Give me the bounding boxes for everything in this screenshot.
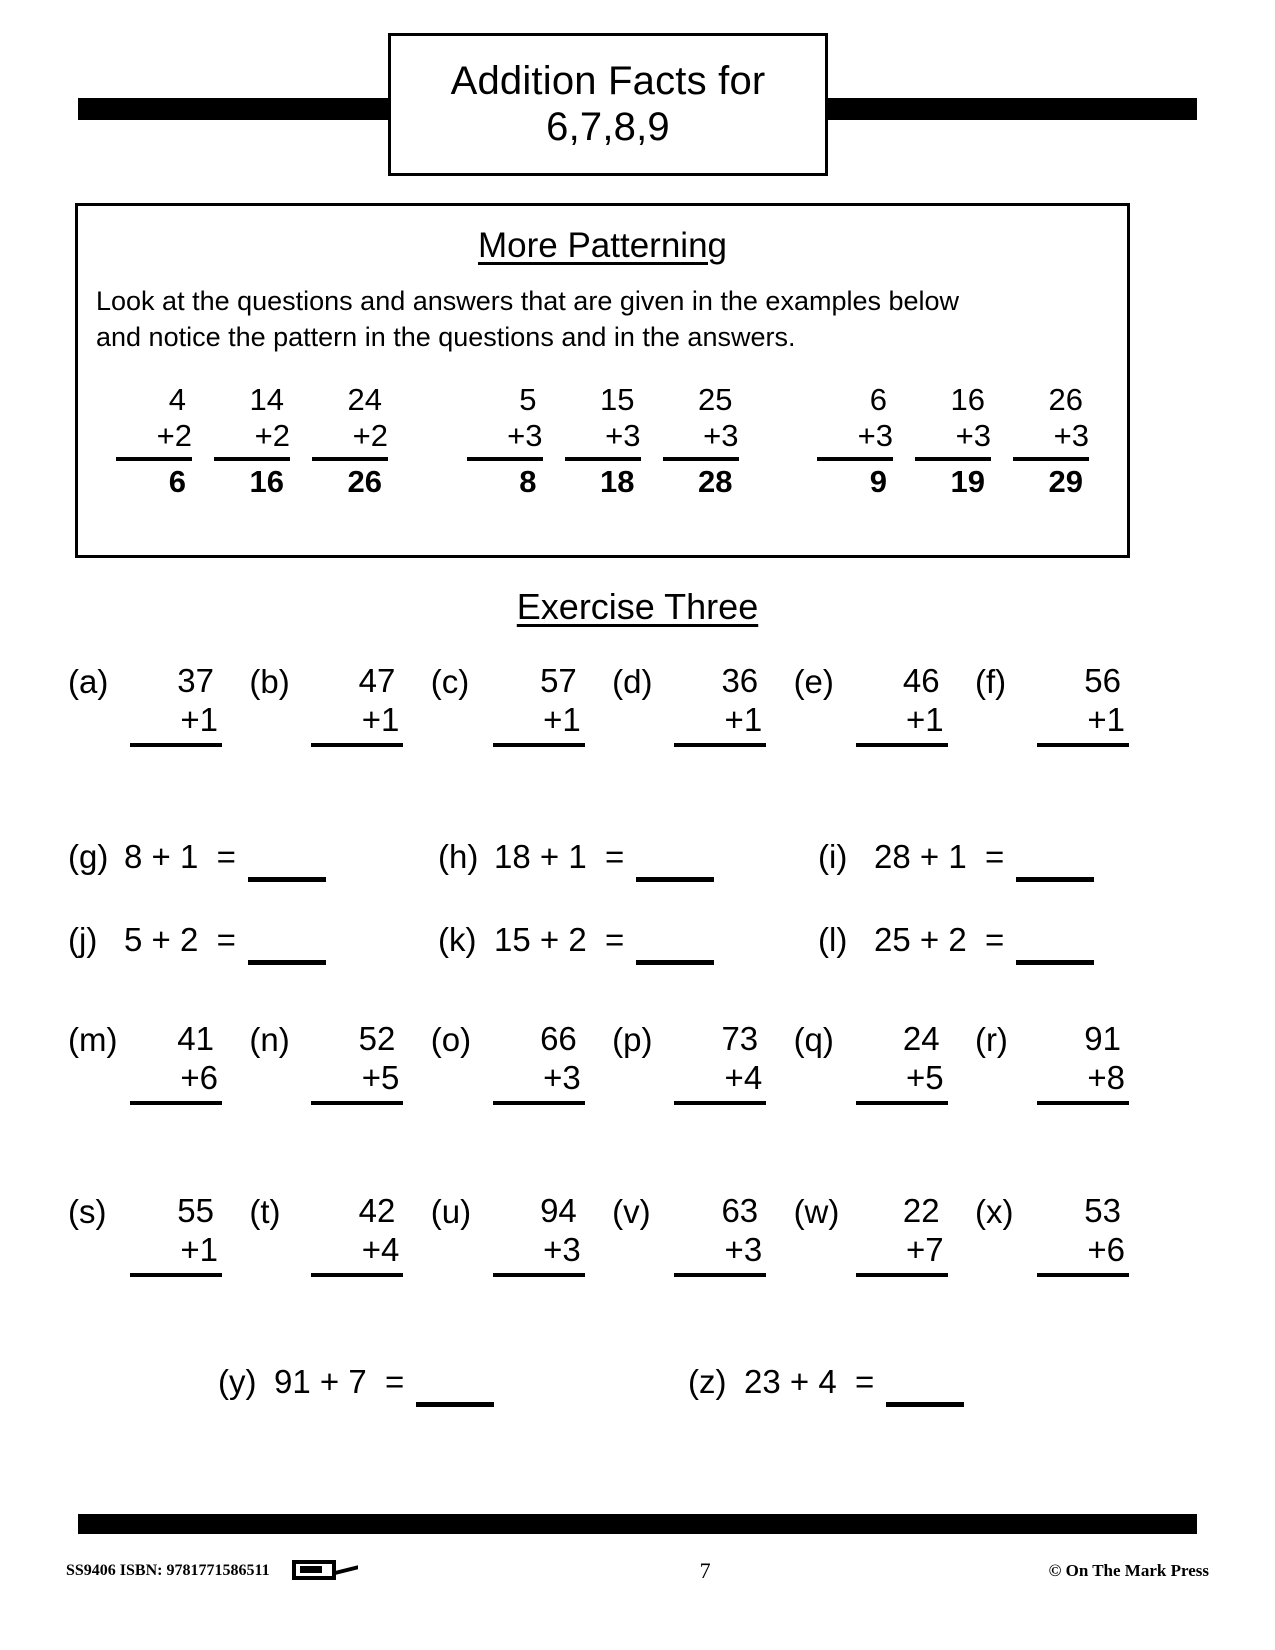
problem-addend: +1	[1087, 700, 1125, 738]
answer-rule[interactable]	[1037, 1273, 1129, 1277]
problem-item[interactable]	[612, 1020, 780, 1105]
example-group-2	[467, 382, 739, 501]
problem-label: (m)	[68, 1021, 118, 1058]
problem-item[interactable]	[794, 662, 962, 747]
problem-equation: 18 + 1 =	[494, 838, 625, 875]
example-problem	[116, 382, 192, 501]
example-addend: +3	[507, 418, 543, 454]
problem-equation: 5 + 2 =	[124, 921, 236, 958]
footer-copyright: © On The Mark Press	[1048, 1561, 1209, 1580]
example-sum: 19	[950, 463, 985, 499]
problem-addend: +7	[905, 1230, 944, 1268]
answer-rule[interactable]	[311, 743, 403, 747]
problem-label: (p)	[612, 1021, 653, 1058]
problem-row-m-r	[68, 1020, 1143, 1105]
problem-addend: +3	[543, 1058, 581, 1096]
problem-stack[interactable]	[130, 662, 222, 747]
problem-label: (v)	[612, 1193, 651, 1230]
problem-stack[interactable]	[1037, 662, 1129, 747]
answer-rule[interactable]	[674, 1273, 766, 1277]
problem-addend: +1	[724, 700, 763, 738]
problem-top-number: 55	[177, 1192, 214, 1229]
problem-addend: +5	[905, 1058, 944, 1096]
example-problem	[915, 382, 991, 501]
problem-item[interactable]	[68, 1192, 236, 1277]
problem-label: (d)	[612, 663, 653, 700]
example-rule	[817, 457, 893, 461]
problem-item[interactable]	[431, 1192, 599, 1277]
example-addend: +2	[352, 418, 388, 454]
problem-item[interactable]	[975, 1192, 1143, 1277]
answer-rule[interactable]	[493, 1273, 585, 1277]
problem-top-number: 63	[721, 1192, 759, 1229]
patterning-title: More Patterning	[477, 226, 728, 265]
problem-item[interactable]	[975, 1020, 1143, 1105]
problem-label: (s)	[68, 1193, 107, 1230]
problem-equation: 23 + 4 =	[744, 1363, 875, 1400]
problem-label: (c)	[430, 663, 470, 700]
example-addend: +3	[605, 418, 641, 454]
example-sum: 6	[168, 463, 186, 499]
problem-stack[interactable]	[856, 1020, 948, 1105]
problem-item[interactable]	[818, 838, 1094, 876]
problem-row-g-i	[68, 838, 1143, 876]
problem-item[interactable]	[612, 662, 780, 747]
problem-stack[interactable]	[311, 662, 403, 747]
example-sum: 28	[698, 463, 733, 499]
problem-top-number: 46	[902, 662, 940, 699]
example-rule	[565, 457, 641, 461]
problem-stack[interactable]	[130, 1192, 222, 1277]
problem-label: (l)	[818, 921, 848, 958]
example-top-number: 26	[1048, 381, 1083, 417]
problem-top-number: 73	[721, 1020, 759, 1057]
problem-addend: +1	[180, 700, 218, 738]
problem-label: (a)	[68, 663, 109, 700]
problem-label: (z)	[688, 1363, 727, 1400]
example-problem	[312, 382, 388, 501]
example-group-1	[116, 382, 388, 501]
problem-top-number: 66	[540, 1020, 577, 1057]
example-sum: 29	[1048, 463, 1083, 499]
example-addend: +3	[703, 418, 739, 454]
problem-label: (n)	[249, 1021, 290, 1058]
answer-rule[interactable]	[1037, 1101, 1129, 1105]
problem-top-number: 37	[177, 662, 214, 699]
example-top-number: 25	[698, 381, 733, 417]
problem-stack[interactable]	[493, 1020, 585, 1105]
problem-row-a-f	[68, 662, 1143, 747]
problem-addend: +1	[361, 700, 400, 738]
problem-row-s-x	[68, 1192, 1143, 1277]
problem-addend: +6	[1087, 1230, 1125, 1268]
problem-row-j-l	[68, 921, 1143, 959]
example-problem	[817, 382, 893, 501]
problem-stack[interactable]	[856, 1192, 948, 1277]
example-addend: +3	[857, 418, 893, 454]
problem-addend: +3	[724, 1230, 763, 1268]
problem-addend: +3	[543, 1230, 581, 1268]
answer-rule[interactable]	[493, 743, 585, 747]
answer-rule[interactable]	[130, 743, 222, 747]
answer-blank[interactable]	[636, 960, 714, 965]
problem-stack[interactable]	[311, 1020, 403, 1105]
problem-stack[interactable]	[674, 662, 766, 747]
problem-label: (f)	[974, 663, 1007, 700]
problem-top-number: 36	[721, 662, 759, 699]
problem-addend: +1	[543, 700, 581, 738]
problem-label: (x)	[974, 1193, 1014, 1230]
footer-rule-bar	[78, 1514, 1197, 1534]
patterning-instructions	[96, 284, 1109, 356]
example-top-number: 15	[600, 381, 635, 417]
answer-rule[interactable]	[130, 1101, 222, 1105]
problem-label: (b)	[249, 663, 290, 700]
example-problem	[467, 382, 543, 501]
answer-blank[interactable]	[248, 877, 326, 882]
problem-stack[interactable]	[493, 662, 585, 747]
problem-item[interactable]	[68, 921, 438, 959]
page-number: 7	[699, 1558, 711, 1583]
footer-product-code: SS9406 ISBN: 9781771586511	[66, 1562, 270, 1579]
worksheet-title-line-2: 6,7,8,9	[546, 104, 670, 149]
patterning-instructions-line-2: and notice the pattern in the questions and in the answers.	[96, 321, 796, 352]
problem-item[interactable]	[688, 1363, 964, 1401]
example-rule	[467, 457, 543, 461]
problem-stack[interactable]	[674, 1020, 766, 1105]
example-sum: 18	[600, 463, 635, 499]
answer-blank[interactable]	[886, 1402, 964, 1407]
example-top-number: 16	[950, 381, 985, 417]
problem-stack[interactable]	[130, 1020, 222, 1105]
example-top-number: 6	[869, 381, 887, 417]
answer-blank[interactable]	[248, 960, 326, 965]
answer-rule[interactable]	[856, 1273, 948, 1277]
problem-item[interactable]	[794, 1020, 962, 1105]
example-addend: +3	[955, 418, 991, 454]
example-rule	[1013, 457, 1089, 461]
problem-item[interactable]	[818, 921, 1094, 959]
example-addend: +2	[156, 418, 192, 454]
problem-top-number: 24	[902, 1020, 940, 1057]
problem-item[interactable]	[249, 1192, 417, 1277]
problem-item[interactable]	[438, 921, 818, 959]
answer-rule[interactable]	[674, 1101, 766, 1105]
problem-addend: +1	[905, 700, 944, 738]
problem-item[interactable]	[431, 662, 599, 747]
problem-top-number: 42	[358, 1192, 396, 1229]
problem-row-y-z	[218, 1363, 1098, 1401]
problem-label: (j)	[68, 921, 98, 958]
example-rule	[116, 457, 192, 461]
problem-equation: 25 + 2 =	[874, 921, 1005, 958]
example-problem	[663, 382, 739, 501]
problem-top-number: 53	[1084, 1192, 1121, 1229]
example-sum: 8	[519, 463, 537, 499]
problem-item[interactable]	[68, 838, 438, 876]
example-top-number: 24	[347, 381, 382, 417]
problem-addend: +4	[724, 1058, 763, 1096]
problem-equation: 15 + 2 =	[494, 921, 625, 958]
answer-rule[interactable]	[311, 1101, 403, 1105]
page-footer	[66, 1551, 1209, 1591]
problem-label: (i)	[818, 838, 848, 875]
example-sum: 16	[249, 463, 284, 499]
problem-stack[interactable]	[1037, 1020, 1129, 1105]
example-top-number: 14	[249, 381, 284, 417]
problem-stack[interactable]	[856, 662, 948, 747]
answer-rule[interactable]	[674, 743, 766, 747]
problem-label: (k)	[438, 921, 477, 958]
worksheet-title-line-1: Addition Facts for	[450, 59, 766, 104]
example-rule	[214, 457, 290, 461]
problem-label: (g)	[68, 838, 109, 875]
problem-item[interactable]	[249, 1020, 417, 1105]
exercise-heading: Exercise Three	[516, 586, 759, 627]
answer-rule[interactable]	[856, 743, 948, 747]
problem-equation: 91 + 7 =	[274, 1363, 405, 1400]
problem-top-number: 47	[358, 662, 396, 699]
problem-label: (t)	[249, 1193, 281, 1230]
problem-top-number: 22	[902, 1192, 940, 1229]
example-top-number: 5	[519, 381, 537, 417]
answer-blank[interactable]	[416, 1402, 494, 1407]
problem-item[interactable]	[218, 1363, 688, 1401]
answer-rule[interactable]	[1037, 743, 1129, 747]
problem-item[interactable]	[794, 1192, 962, 1277]
problem-label: (q)	[793, 1021, 834, 1058]
answer-rule[interactable]	[856, 1101, 948, 1105]
problem-label: (e)	[793, 663, 834, 700]
problem-addend: +6	[180, 1058, 218, 1096]
problem-equation: 8 + 1 =	[124, 838, 236, 875]
problem-addend: +8	[1087, 1058, 1125, 1096]
answer-rule[interactable]	[311, 1273, 403, 1277]
example-rule	[312, 457, 388, 461]
patterning-panel	[75, 203, 1130, 558]
answer-rule[interactable]	[130, 1273, 222, 1277]
example-rule	[915, 457, 991, 461]
answer-blank[interactable]	[1016, 960, 1094, 965]
example-addend: +2	[254, 418, 290, 454]
answer-rule[interactable]	[493, 1101, 585, 1105]
problem-item[interactable]	[438, 838, 818, 876]
example-addend: +3	[1053, 418, 1089, 454]
patterning-examples	[116, 382, 1089, 501]
problem-item[interactable]	[431, 1020, 599, 1105]
problem-item[interactable]	[249, 662, 417, 747]
problem-item[interactable]	[68, 1020, 236, 1105]
worksheet-title-box	[388, 33, 828, 176]
problem-item[interactable]	[975, 662, 1143, 747]
example-rule	[663, 457, 739, 461]
problem-top-number: 56	[1084, 662, 1121, 699]
problem-addend: +4	[361, 1230, 400, 1268]
problem-addend: +1	[180, 1230, 218, 1268]
problem-top-number: 94	[540, 1192, 577, 1229]
example-top-number: 4	[168, 381, 186, 417]
answer-blank[interactable]	[1016, 877, 1094, 882]
problem-label: (r)	[974, 1021, 1008, 1058]
problem-top-number: 41	[177, 1020, 214, 1057]
problem-stack[interactable]	[674, 1192, 766, 1277]
problem-stack[interactable]	[493, 1192, 585, 1277]
publisher-logo-icon	[292, 1556, 362, 1586]
page-header	[0, 0, 1275, 185]
problem-label: (u)	[430, 1193, 472, 1230]
problem-top-number: 91	[1084, 1020, 1121, 1057]
problem-label: (y)	[218, 1363, 257, 1400]
problem-item[interactable]	[612, 1192, 780, 1277]
example-problem	[565, 382, 641, 501]
problem-label: (w)	[793, 1193, 840, 1230]
problem-top-number: 52	[358, 1020, 396, 1057]
answer-blank[interactable]	[636, 877, 714, 882]
problem-item[interactable]	[68, 662, 236, 747]
patterning-instructions-line-1: Look at the questions and answers that are given in the examples below	[96, 286, 960, 316]
example-sum: 9	[869, 463, 887, 499]
problem-equation: 28 + 1 =	[874, 838, 1005, 875]
problem-addend: +5	[361, 1058, 400, 1096]
example-problem	[214, 382, 290, 501]
example-group-3	[817, 382, 1089, 501]
example-sum: 26	[347, 463, 382, 499]
problem-stack[interactable]	[1037, 1192, 1129, 1277]
problem-label: (o)	[430, 1021, 472, 1058]
example-problem	[1013, 382, 1089, 501]
problem-stack[interactable]	[311, 1192, 403, 1277]
problem-label: (h)	[438, 838, 479, 875]
problem-top-number: 57	[540, 662, 577, 699]
